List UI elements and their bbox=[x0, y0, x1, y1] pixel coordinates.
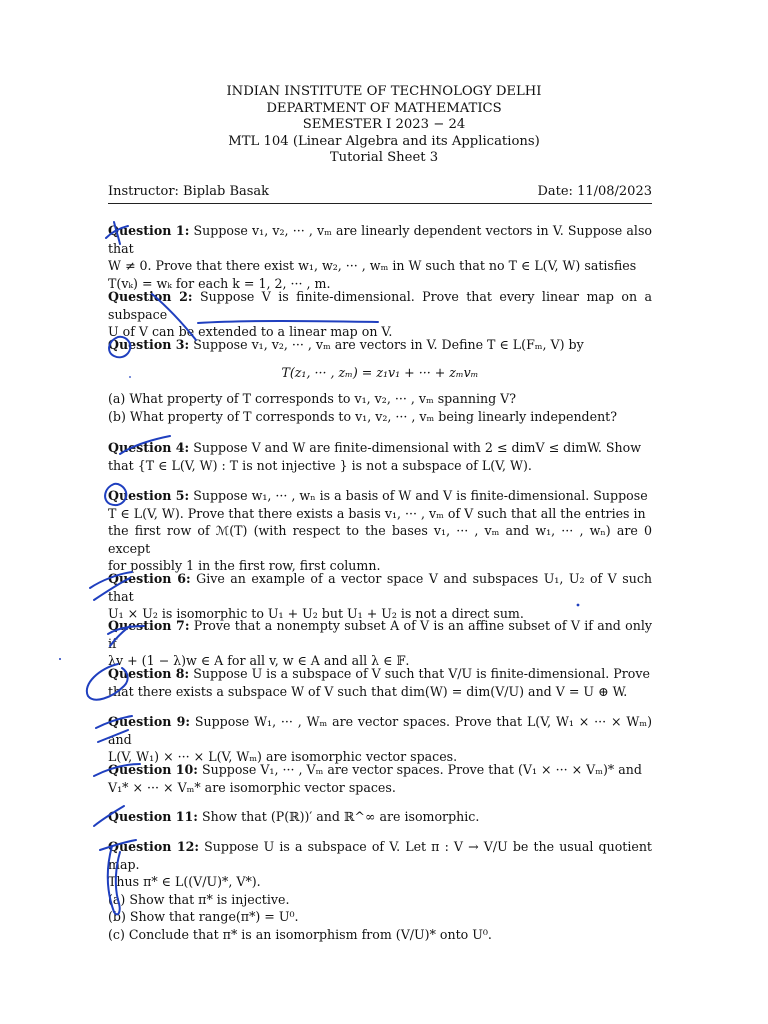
question-line: for possibly 1 in the first row, first column. bbox=[108, 558, 381, 574]
question-text: Suppose v₁, v₂, ··· , vₘ are linearly dependent vectors in V. Suppose also that bbox=[108, 223, 652, 256]
question-2 bbox=[108, 288, 652, 341]
question-line bbox=[108, 487, 652, 505]
institute-name: INDIAN INSTITUTE OF TECHNOLOGY DELHI bbox=[226, 84, 542, 99]
question-9 bbox=[108, 713, 652, 766]
question-label: Question 5: bbox=[108, 488, 190, 503]
question-line bbox=[108, 288, 652, 323]
question-line: L(V, W₁) × ··· × L(V, Wₘ) are isomorphic vector spaces. bbox=[108, 749, 458, 765]
question-7 bbox=[108, 617, 652, 670]
header-divider bbox=[108, 203, 652, 204]
question-text: Prove that a nonempty subset A of V is an affine subset of V if and only if bbox=[108, 618, 652, 651]
question-3-formula: T(z₁, ··· , zₘ) = z₁v₁ + ··· + zₘvₘ bbox=[281, 365, 479, 380]
question-line bbox=[108, 336, 652, 354]
question-text: Suppose U is a subspace of V. Let π : V → V/U be the usual quotient map. bbox=[108, 839, 652, 872]
question-label: Question 1: bbox=[108, 223, 190, 238]
course-title: MTL 104 (Linear Algebra and its Applications) bbox=[228, 133, 540, 149]
question-line: Thus π* ∈ L((V/U)*, V*). bbox=[108, 874, 261, 890]
document-header bbox=[0, 84, 768, 167]
semester: SEMESTER I 2023 − 24 bbox=[302, 117, 466, 132]
question-line: V₁* × ··· × Vₘ* are isomorphic vector spaces. bbox=[108, 779, 396, 795]
question-5 bbox=[108, 487, 652, 575]
question-12 bbox=[108, 838, 652, 944]
question-text: Suppose W₁, ··· , Wₘ are vector spaces. Prove that L(V, W₁ × ··· × Wₘ) and bbox=[108, 714, 652, 747]
question-part: (a) Show that π* is injective. bbox=[108, 891, 290, 907]
question-3-parts bbox=[108, 390, 652, 425]
question-text: Suppose U is a subspace of V such that V/U is finite-dimensional. Prove bbox=[193, 666, 650, 681]
question-line bbox=[108, 570, 652, 605]
question-label: Question 10: bbox=[108, 762, 198, 777]
question-text: Suppose V and W are finite-dimensional with 2 ≤ dimV ≤ dimW. Show bbox=[193, 440, 642, 455]
instructor: Instructor: Biplab Basak bbox=[108, 184, 270, 199]
question-line: λv + (1 − λ)w ∈ A for all v, w ∈ A and all λ ∈ 𝔽. bbox=[108, 653, 410, 669]
sheet-title: Tutorial Sheet 3 bbox=[329, 150, 439, 165]
question-line: that {T ∈ L(V, W) : T is not injective } is not a subspace of L(V, W). bbox=[108, 457, 532, 473]
question-line bbox=[108, 222, 652, 257]
question-8 bbox=[108, 665, 652, 700]
question-line: U of V can be extended to a linear map on V. bbox=[108, 324, 393, 340]
question-line: that there exists a subspace W of V such that dim(W) = dim(V/U) and V = U ⊕ W. bbox=[108, 683, 628, 699]
question-10 bbox=[108, 761, 652, 796]
question-label: Question 8: bbox=[108, 666, 190, 681]
question-line bbox=[108, 439, 652, 457]
question-line: the first row of ℳ(T) (with respect to the bases v₁, ··· , vₘ and w₁, ··· , wₙ) are 0 except bbox=[108, 523, 652, 556]
question-part: (b) What property of T corresponds to v₁, v₂, ··· , vₘ being linearly independent? bbox=[108, 408, 617, 424]
question-line: U₁ × U₂ is isomorphic to U₁ + U₂ but U₁ + U₂ is not a direct sum. bbox=[108, 606, 524, 622]
question-label: Question 12: bbox=[108, 839, 200, 854]
question-11 bbox=[108, 808, 652, 826]
question-label: Question 9: bbox=[108, 714, 191, 729]
question-label: Question 2: bbox=[108, 289, 193, 304]
question-text: Show that (P(ℝ))′ and ℝ^∞ are isomorphic. bbox=[201, 809, 480, 824]
question-1 bbox=[108, 222, 652, 292]
question-part: (b) Show that range(π*) = U⁰. bbox=[108, 909, 299, 925]
question-3 bbox=[108, 336, 652, 354]
pen-dot bbox=[59, 658, 61, 660]
question-part: (a) What property of T corresponds to v₁, v₂, ··· , vₘ spanning V? bbox=[108, 391, 517, 406]
question-part: (c) Conclude that π* is an isomorphism from (V/U)* onto U⁰. bbox=[108, 926, 492, 942]
question-label: Question 4: bbox=[108, 440, 190, 455]
question-text: Suppose w₁, ··· , wₙ is a basis of W and V is finite-dimensional. Suppose bbox=[193, 488, 648, 503]
question-text: Suppose v₁, v₂, ··· , vₘ are vectors in V. Define T ∈ L(Fₘ, V) by bbox=[193, 337, 584, 352]
question-line bbox=[108, 617, 652, 652]
question-label: Question 7: bbox=[108, 618, 190, 633]
question-line bbox=[108, 808, 652, 826]
question-text: Suppose V is finite-dimensional. Prove that every linear map on a subspace bbox=[108, 289, 652, 322]
question-label: Question 11: bbox=[108, 809, 198, 824]
question-text: Suppose V₁, ··· , Vₘ are vector spaces. Prove that (V₁ × ··· × Vₘ)* and bbox=[201, 762, 642, 777]
question-label: Question 6: bbox=[108, 571, 191, 586]
question-line bbox=[108, 761, 652, 779]
question-label: Question 3: bbox=[108, 337, 190, 352]
question-line bbox=[108, 838, 652, 873]
question-line: W ≠ 0. Prove that there exist w₁, w₂, ··· , wₘ in W such that no T ∈ L(V, W) satisfies bbox=[108, 258, 637, 274]
question-line bbox=[108, 713, 652, 748]
question-text: Give an example of a vector space V and subspaces U₁, U₂ of V such that bbox=[108, 571, 652, 604]
question-line: T ∈ L(V, W). Prove that there exists a basis v₁, ··· , vₘ of V such that all the entries in bbox=[108, 505, 646, 521]
question-line bbox=[108, 665, 652, 683]
question-4 bbox=[108, 439, 652, 474]
date: Date: 11/08/2023 bbox=[537, 184, 652, 199]
question-6 bbox=[108, 570, 652, 623]
department-name: DEPARTMENT OF MATHEMATICS bbox=[266, 100, 502, 116]
question-line: T(vₖ) = wₖ for each k = 1, 2, ··· , m. bbox=[108, 275, 331, 291]
